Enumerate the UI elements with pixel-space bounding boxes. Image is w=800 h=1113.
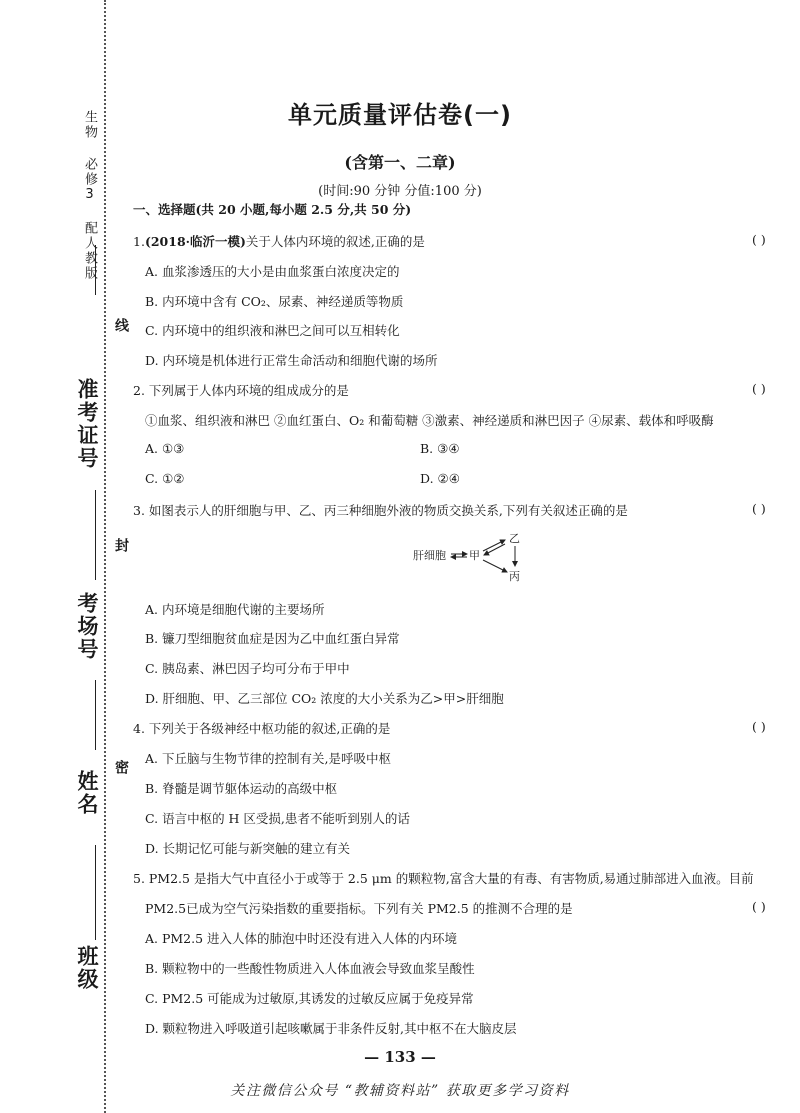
answer-bracket: ( ) <box>752 719 766 734</box>
question-4-stem: 4. 下列关于各级神经中枢功能的叙述,正确的是 <box>133 721 391 736</box>
class-line <box>95 845 96 940</box>
answer-bracket: ( ) <box>752 501 766 516</box>
name-line <box>95 680 96 750</box>
question-3-stem: 3. 如图表示人的肝细胞与甲、乙、丙三种细胞外液的物质交换关系,下列有关叙述正确的是 <box>133 503 628 518</box>
q4-option-b: B. 脊髓是调节躯体运动的高级中枢 <box>145 781 338 796</box>
exam-room-label: 考场号 <box>75 592 99 661</box>
diagram-jia-label: 甲 <box>469 549 480 562</box>
exam-meta: (时间:90 分钟 分值:100 分) <box>318 184 482 199</box>
q3-option-a: A. 内环境是细胞代谢的主要场所 <box>145 602 325 617</box>
q1-option-c: C. 内环境中的组织液和淋巴之间可以互相转化 <box>145 323 400 338</box>
q2-items: ①血浆、组织液和淋巴 ②血红蛋白、O₂ 和葡萄糖 ③激素、神经递质和淋巴因子 ④尿素、载体和呼吸酶 <box>145 413 714 428</box>
q5-option-d: D. 颗粒物进入呼吸道引起咳嗽属于非条件反射,其中枢不在大脑皮层 <box>145 1021 517 1036</box>
exam-room-line <box>95 490 96 580</box>
page-number: — 133 — <box>364 1048 436 1066</box>
exam-id-line <box>95 245 96 295</box>
diagram-liver-label: 肝细胞 <box>413 549 446 562</box>
q5-option-c: C. PM2.5 可能成为过敏原,其诱发的过敏反应属于免疫异常 <box>145 991 474 1006</box>
answer-bracket: ( ) <box>752 899 766 914</box>
question-5-stem-line1: 5. PM2.5 是指大气中直径小于或等于 2.5 μm 的颗粒物,富含大量的有毒、有害物质,易通过肺部进入血液。目前 <box>133 871 754 886</box>
seal-line-char: 线 <box>113 318 129 332</box>
q5-option-a: A. PM2.5 进入人体的肺泡中时还没有进入人体的内环境 <box>145 931 458 946</box>
class-label: 班级 <box>75 945 99 991</box>
question-1-stem <box>133 232 425 250</box>
question-number: 1. <box>133 234 145 249</box>
seal-seal-char: 封 <box>113 538 129 552</box>
q2-option-b: B. ③④ <box>420 441 460 456</box>
question-source: (2018·临沂一模) <box>144 234 246 249</box>
q1-option-b: B. 内环境中含有 CO₂、尿素、神经递质等物质 <box>145 294 404 309</box>
diagram-bing-label: 丙 <box>509 570 520 583</box>
answer-bracket: ( ) <box>752 381 766 396</box>
q2-option-a: A. ①③ <box>145 441 185 456</box>
q4-option-a: A. 下丘脑与生物节律的控制有关,是呼吸中枢 <box>145 751 391 766</box>
question-text: 关于人体内环境的叙述,正确的是 <box>245 234 425 249</box>
exchange-diagram <box>405 528 535 586</box>
page-title: 单元质量评估卷(一) <box>288 101 512 129</box>
name-label: 姓名 <box>75 770 99 816</box>
question-5-stem-line2: PM2.5已成为空气污染指数的重要指标。下列有关 PM2.5 的推测不合理的是 <box>145 901 573 916</box>
q4-option-c: C. 语言中枢的 H 区受损,患者不能听到别人的话 <box>145 811 410 826</box>
page-subtitle: (含第一、二章) <box>344 153 456 172</box>
q1-option-a: A. 血浆渗透压的大小是由血浆蛋白浓度决定的 <box>145 264 400 279</box>
question-2-stem: 2. 下列属于人体内环境的组成成分的是 <box>133 383 349 398</box>
answer-bracket: ( ) <box>752 232 766 247</box>
section-heading: 一、选择题(共 20 小题,每小题 2.5 分,共 50 分) <box>133 202 412 217</box>
q4-option-d: D. 长期记忆可能与新突触的建立有关 <box>145 841 351 856</box>
diagram-yi-label: 乙 <box>509 532 520 545</box>
exam-id-label: 准考证号 <box>75 378 99 470</box>
q2-option-c: C. ①② <box>145 471 185 486</box>
subject-info: 生物 必修3 配人教版 <box>82 110 97 281</box>
q2-option-d: D. ②④ <box>420 471 460 486</box>
q3-option-c: C. 胰岛素、淋巴因子均可分布于甲中 <box>145 661 350 676</box>
q3-option-d: D. 肝细胞、甲、乙三部位 CO₂ 浓度的大小关系为乙>甲>肝细胞 <box>145 691 504 706</box>
q1-option-d: D. 内环境是机体进行正常生命活动和细胞代谢的场所 <box>145 353 438 368</box>
arrow-jia-to-bing <box>483 560 507 572</box>
footer-note: 关注微信公众号 “教辅资料站” 获取更多学习资料 <box>230 1083 570 1099</box>
q5-option-b: B. 颗粒物中的一些酸性物质进入人体血液会导致血浆呈酸性 <box>145 961 475 976</box>
q3-option-b: B. 镰刀型细胞贫血症是因为乙中血红蛋白异常 <box>145 631 400 646</box>
seal-secret-char: 密 <box>113 760 129 774</box>
